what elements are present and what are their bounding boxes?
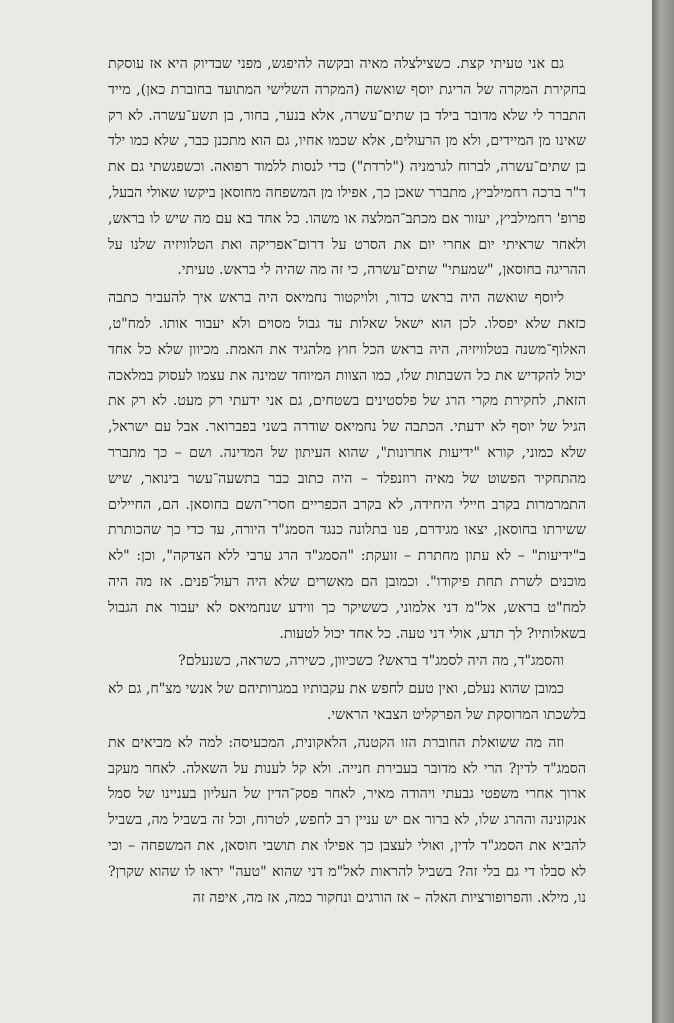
body-text <box>108 52 586 911</box>
paragraph: ליוסף שואשה היה בראש כדור, ולויקטור נחמיאס היה בראש איך להעביר כתבה כזאת שלא יפסלו. לכן הוא ישאל שאלות עד גבול מסוים ולא יעבור אותו. למח"ט, האלוף־משנה בטלוויזיה, היה בראש הכל חוץ מלהגיד את האמת. מכיוון שלא כל אחד יכול להקדיש את כל השבתות שלו, כמו הצוות המיוחד שמינה את עצמו לעסוק במלאכה הזאת, לחקירת מקרי הרג של פלסטינים בשטחים, גם אני ידעתי רק מעט. לא רק את הגיל של יוסף לא ידעתי. הכתבה של נחמיאס שודרה בשני בפברואר. אבל עם ישראל, שלא כמוני, קורא "ידיעות אחרונות", שהוא העיתון של המדינה. ושם – כך מתברר מהתחקיר הפשוט של מאיה רוזנפלד – היה כתוב כבר בתשעה־עשר בינואר, שיש התמרמרות בקרב חיילי היחידה, לא בקרב הכפריים חסרי־השם בחוסאן. הם, החיילים ששירתו בחוסאן, יצאו מגידרם, פנו בתלונה כנגד הסמג"ד היורה, עד כדי כך שהכותרת ב"ידיעות" – לא עתון מחתרת – זועקת: "הסמג"ד הרג ערבי ללא הצדקה", וכן: "לא מוכנים לשרת תחת פיקודו". וכמובן הם מאשרים שלא היה רעול־פנים. אז מה היה למח"ט בראש, אל"מ דני אלמוני, כששיקר כך ווידע שנחמיאס לא יעבור את הגבול בשאלותיו? לך תדע, אולי דני טעה. כל אחד יכול לטעות. <box>108 290 586 642</box>
adjacent-page-edge <box>652 0 674 1023</box>
paragraph: וזה מה ששואלת החוברת הזו הקטנה, הלאקונית, המכעיסה: למה לא מביאים את הסמג"ד לדין? הרי לא מדובר בעבירת חנייה. ולא קל לענות על השאלה. לאחר מעקב ארוך אחרי משפטי גבעתי ויהודה מאיר, לאחר פסק־הדין של העליון בעניינו של סמל אנקונינה וההרג שלו, לא ברור אם יש עניין רב לחפש, לטרוח, וכל זה בשביל מה, בשביל להביא את הסמג"ד לדין, ואולי לעצבן כך אפילו את תושבי חוסאן, את המשפחה – וכי לא סבלו די גם בלי זה? בשביל להראות לאל"מ דני שהוא "טעה" יראו לו שהוא שקרן? נו, מילא. והפרופורציות האלה – אז הורגים ונחקור כמה, אז מה, איפה זה <box>108 734 586 906</box>
paragraph: גם אני טעיתי קצת. כשצילצלה מאיה ובקשה להיפגש, מפני שבדיוק היא אז עוסקת בחקירת המקרה של הריגת יוסף שואשה (המקרה השלישי המתועד בחוברת כאן), מייד התברר לי שלא מדובר בילד בן שתים־עשרה, אלא בנער, בחור, בן תשע־עשרה. לא רק שאינו מן המיידים, ולא מן הרעולים, אלא שכמו אחיו, גם הוא מתכנן כבר, שלא כמו ילד בן שתים־עשרה, לברוח לגרמניה ("לרדת") כדי לנסות ללמוד רפואה. וכשפגשתי גם את ד"ר ברכה רחמילביץ, מתברר שאכן כך, אפילו מן המשפחה מחוסאן ביקשו שאולי הבעל, פרופ' רחמילביץ, יעזור אם מכתב־המלצה או משהו. כל אחד בא עם מה שיש לו בראש, ולאחר שראיתי יום אחרי יום את הסרט על דרום־אפריקה ואת הטלוויזיה שלנו על ההריגה בחוסאן, "שמעתי" שתים־עשרה, כי זה מה שהיה לי בראש. טעיתי. <box>108 56 586 279</box>
paragraph: והסמג"ד, מה היה לסמג"ד בראש? כשכיוון, כשירה, כשראה, כשנעלם? <box>178 653 564 670</box>
paragraph: כמובן שהוא נעלם, ואין טעם לחפש את עקבותיו במגרותיהם של אנשי מצ"ח, גם לא בלשכתו המרוסקת של הפרקליט הצבאי הראשי. <box>108 681 586 723</box>
